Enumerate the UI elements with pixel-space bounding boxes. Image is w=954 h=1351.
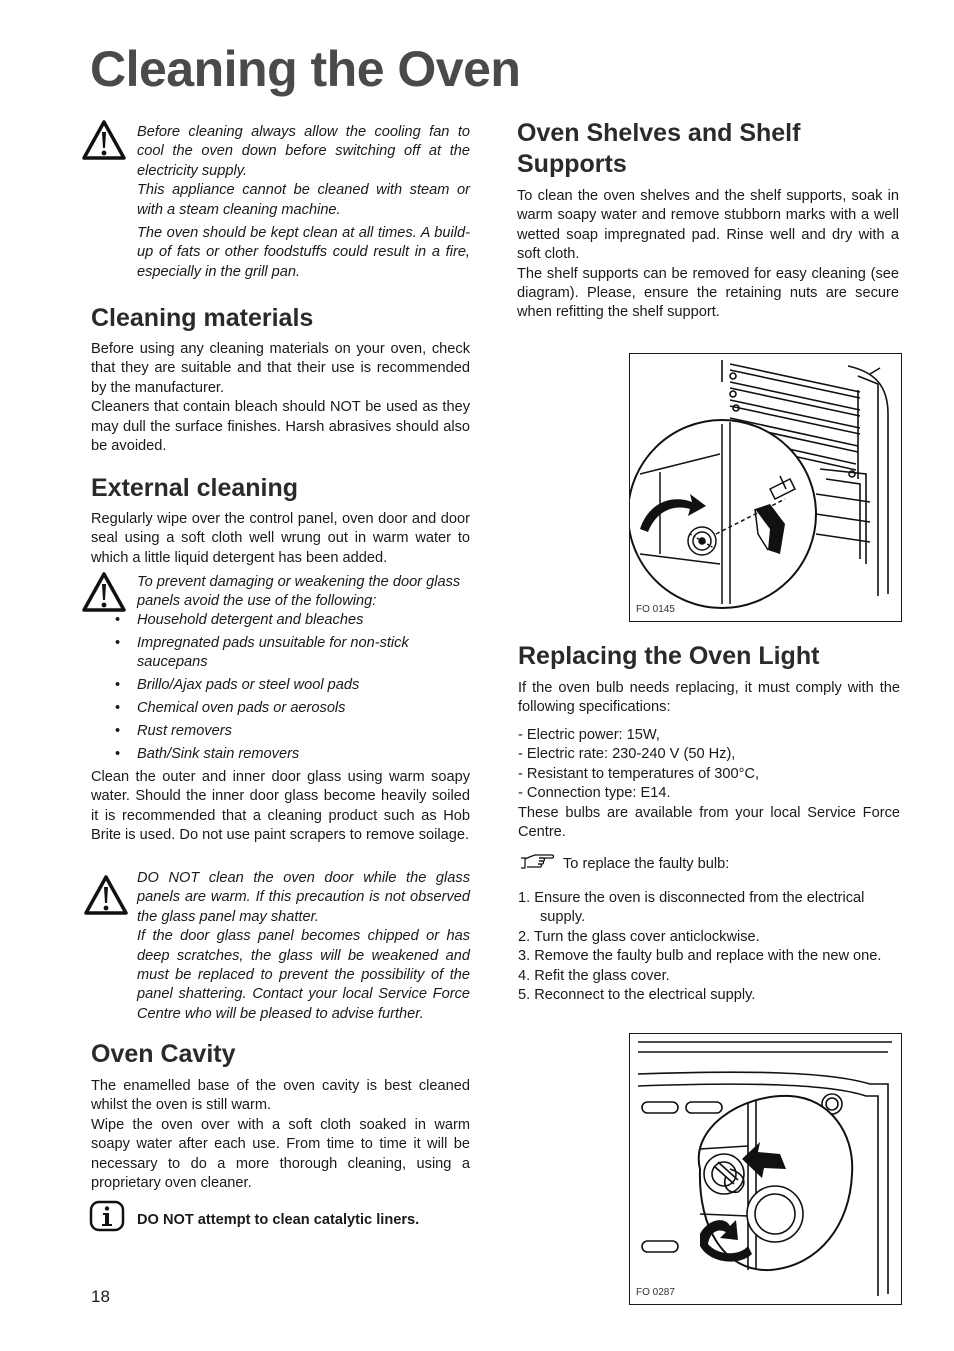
catalytic-liner-note: DO NOT attempt to clean catalytic liners.: [137, 1212, 420, 1228]
spec-item: - Resistant to temperatures of 300°C,: [518, 765, 760, 782]
heading-oven-cavity: Oven Cavity: [91, 1040, 236, 1068]
warning-text: The oven should be kept clean at all times. A build-up of fats or other foodstuffs could result in a fire, especially in the grill pan.: [137, 225, 470, 280]
warning-cooling: [137, 123, 470, 282]
oven-light-illustration: [630, 1034, 901, 1304]
external-cleaning-text: [91, 510, 470, 568]
paragraph: To clean the oven shelves and the shelf supports, soak in warm soapy water and remove stubborn marks with a well wetted soap impregnated pad. Rinse well and dry with a soft cloth.: [517, 188, 899, 263]
list-item: • Impregnated pads unsuitable for non-stick saucepans: [113, 634, 470, 672]
paragraph: The shelf supports can be removed for easy cleaning (see diagram). Please, ensure the retaining nuts are secure when refitting the shelf support.: [517, 265, 899, 321]
paragraph: Regularly wipe over the control panel, oven door and door seal using a soft cloth well wrung out in warm water to which a little liquid detergent has been added.: [91, 511, 470, 566]
warning-text: If the door glass panel becomes chipped or has deep scratches, the glass will be weakened and must be replaced to prevent the possibility of the panel shattering. Contact your local Service Force Centre who will be pleased to advise further.: [137, 928, 470, 1022]
page-number: 18: [91, 1287, 110, 1306]
list-item: • Household detergent and bleaches: [113, 611, 470, 630]
spec-item: - Electric power: 15W,: [518, 727, 660, 743]
figure-label: FO 0287: [636, 1287, 675, 1298]
shelf-support-diagram: [629, 353, 902, 622]
warning-triangle-icon: [82, 120, 126, 160]
bulb-specs: [518, 726, 900, 842]
warning-door-glass: [137, 573, 477, 612]
cleaning-materials-text: [91, 340, 470, 456]
oven-light-diagram: [629, 1033, 902, 1305]
warning-triangle-icon: [84, 875, 128, 915]
oven-shelves-text: [517, 187, 899, 323]
step-item: 3. Remove the faulty bulb and replace with the new one.: [518, 948, 882, 965]
paragraph: If the oven bulb needs replacing, it must comply with the following specifications:: [518, 680, 900, 716]
paragraph: The enamelled base of the oven cavity is best cleaned whilst the oven is still warm.: [91, 1078, 470, 1114]
paragraph: These bulbs are available from your local Service Force Centre.: [518, 804, 900, 841]
avoid-list: [113, 611, 470, 768]
heading-oven-shelves: Oven Shelves and Shelf Supports: [517, 119, 801, 178]
step-item: 5. Reconnect to the electrical supply.: [518, 987, 756, 1004]
replace-steps: [518, 889, 900, 1005]
page-title: Cleaning the Oven: [90, 41, 521, 97]
heading-external-cleaning: External cleaning: [91, 474, 299, 502]
list-item: • Bath/Sink stain removers: [113, 745, 470, 764]
warning-text: This appliance cannot be cleaned with steam or with a steam cleaning machine.: [137, 182, 470, 218]
pointing-hand-icon: [519, 853, 555, 871]
tip-text: To replace the faulty bulb:: [563, 856, 730, 872]
list-item: • Brillo/Ajax pads or steel wool pads: [113, 676, 470, 695]
info-icon: [89, 1200, 125, 1232]
figure-label: FO 0145: [636, 604, 675, 615]
step-item: 1. Ensure the oven is disconnected from the electrical supply.: [518, 890, 865, 926]
warning-text: Before cleaning always allow the cooling fan to cool the oven down before switching off at the electricity supply.: [137, 124, 470, 179]
heading-cleaning-materials: Cleaning materials: [91, 304, 314, 332]
warning-text: DO NOT clean the oven door while the glass panels are warm. If this precaution is not observed the glass panel may shatter.: [137, 870, 470, 925]
step-item: 2. Turn the glass cover anticlockwise.: [518, 928, 760, 945]
list-item: • Chemical oven pads or aerosols: [113, 699, 470, 718]
heading-oven-light: Replacing the Oven Light: [518, 642, 820, 670]
oven-cavity-text: [91, 1077, 470, 1193]
paragraph: Before using any cleaning materials on your oven, check that they are suitable and that their use is recommended by the manufacturer.: [91, 341, 470, 396]
oven-light-intro: [518, 679, 900, 718]
paragraph: Wipe the oven over with a soft cloth soaked in warm soapy water after each use. From time to time it will be necessary to do a more thorough cleaning, using a proprietary oven cleaner.: [91, 1116, 470, 1192]
paragraph: Cleaners that contain bleach should NOT be used as they may dull the surface finishes. Harsh abrasives should also be avoided.: [91, 399, 470, 455]
warning-triangle-icon: [82, 572, 126, 612]
shelf-support-illustration: [630, 354, 901, 621]
warning-door-warm: [137, 869, 470, 1024]
paragraph: Clean the outer and inner door glass using warm soapy water. Should the inner door glass become heavily soiled it is recommended that a cleaning product such as Hob Brite is used. Do not use paint scrapers to remove soilage.: [91, 769, 470, 844]
spec-item: - Electric rate: 230-240 V (50 Hz),: [518, 746, 736, 763]
list-item: • Rust removers: [113, 722, 470, 741]
step-item: 4. Refit the glass cover.: [518, 967, 670, 984]
door-glass-text: [91, 768, 470, 846]
warning-text: To prevent damaging or weakening the door glass panels avoid the use of the following:: [137, 574, 461, 610]
spec-item: - Connection type: E14.: [518, 785, 671, 802]
